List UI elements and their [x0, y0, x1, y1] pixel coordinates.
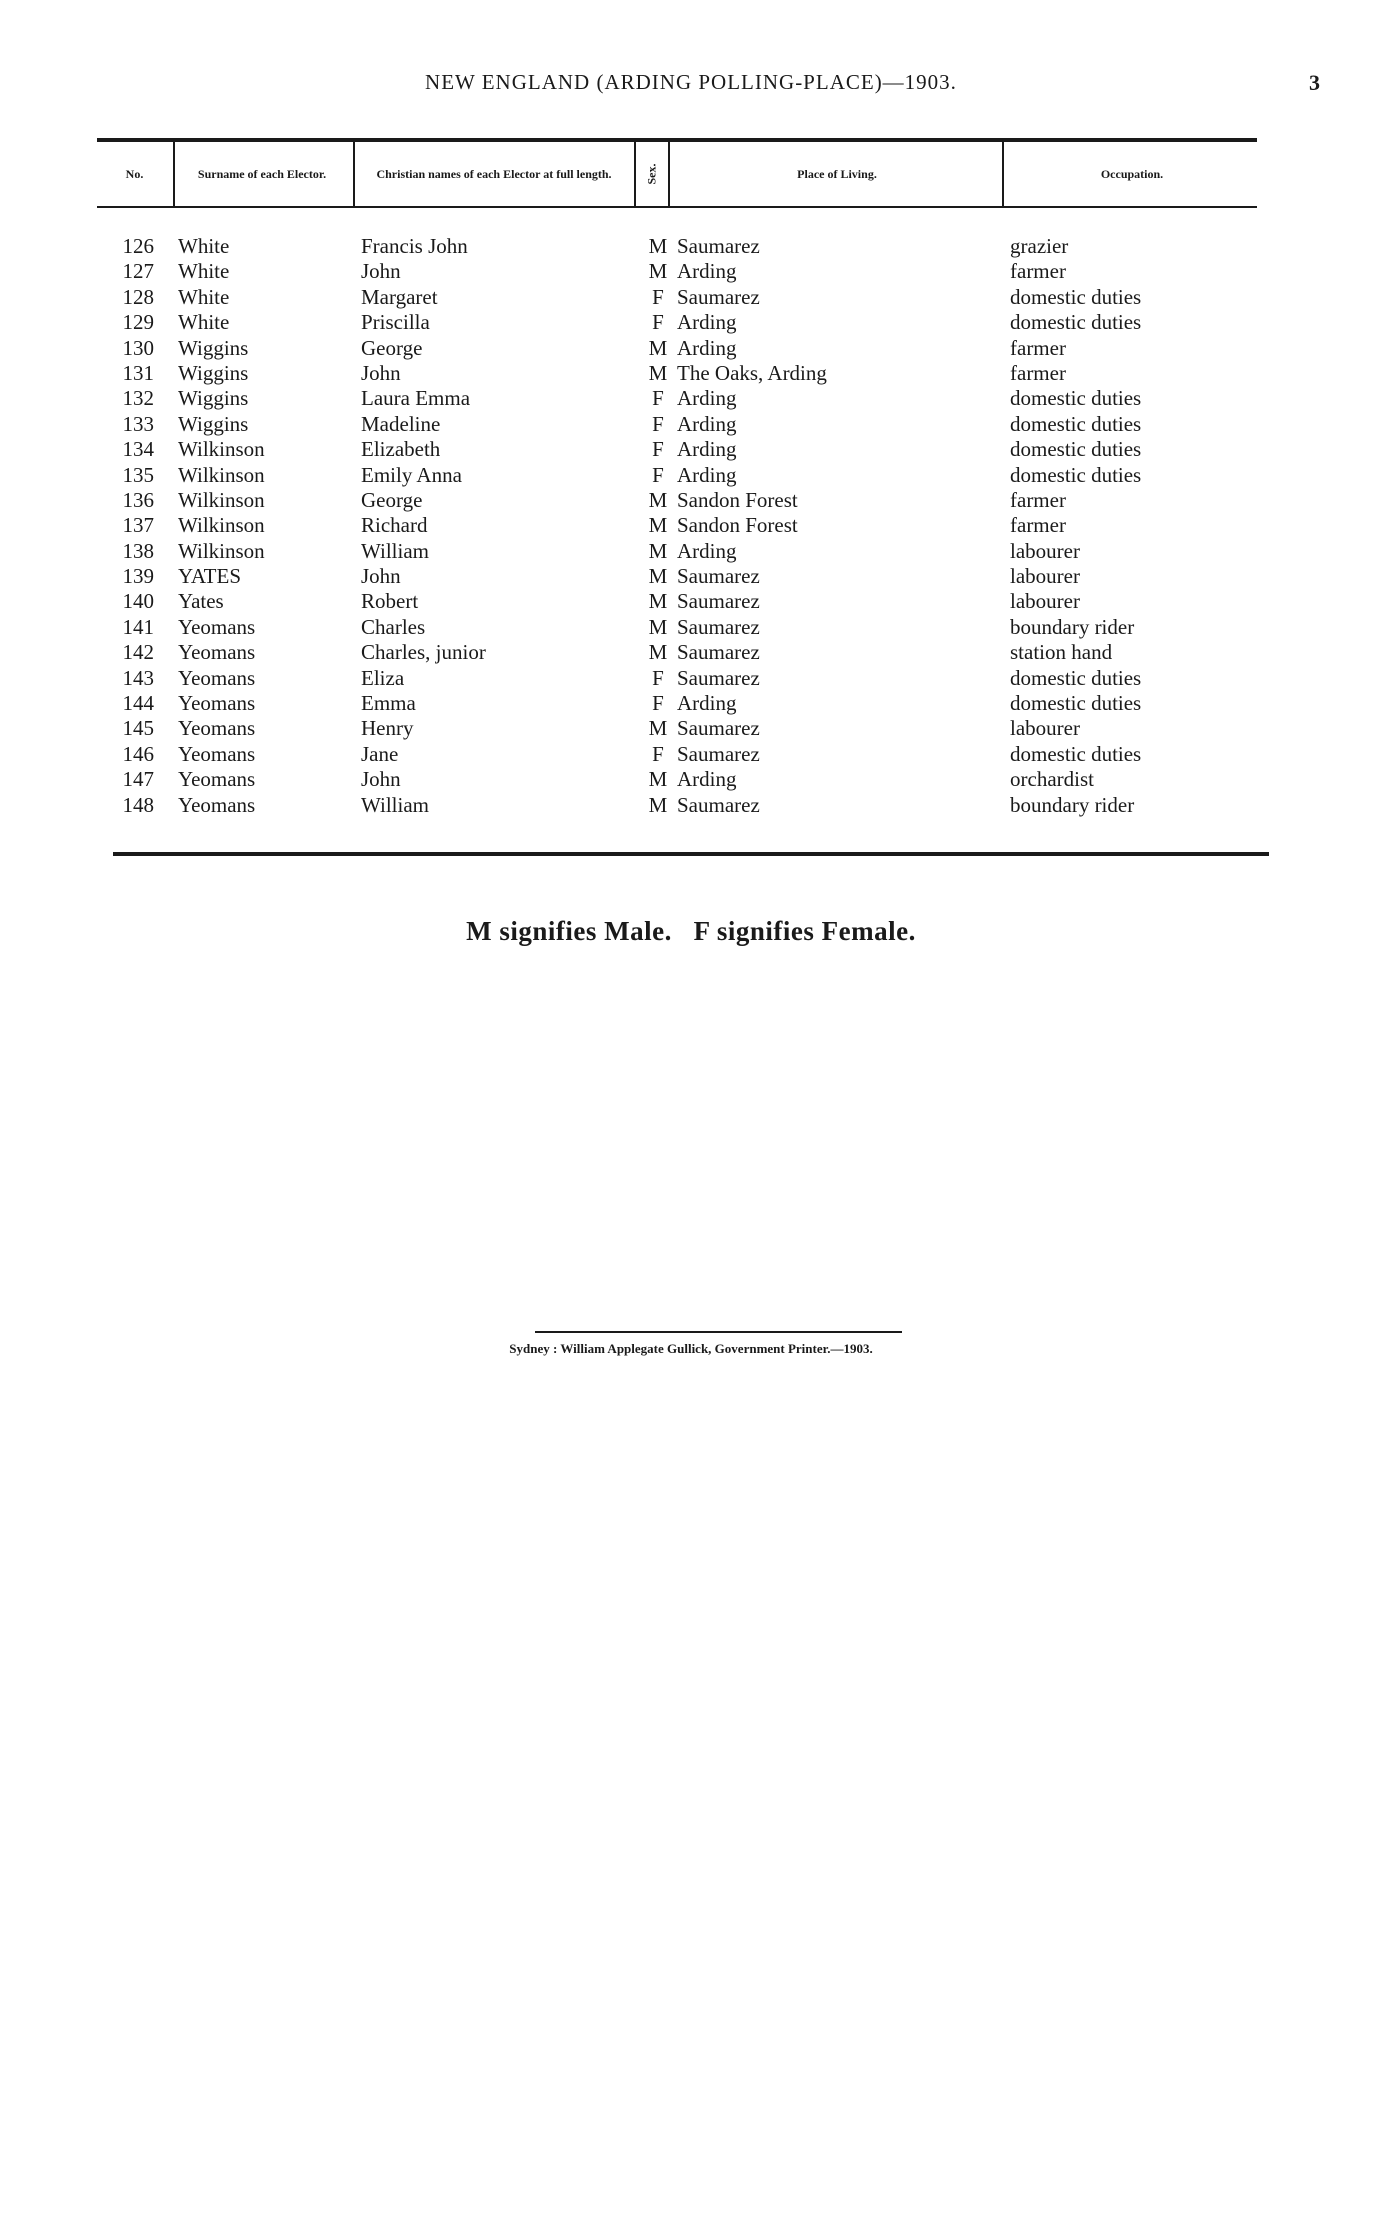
- elector-christian-names: John: [361, 360, 401, 385]
- elector-place: Sandon Forest: [677, 513, 798, 538]
- elector-occupation: farmer: [1010, 360, 1066, 385]
- elector-number: 131: [122, 360, 154, 385]
- table-row: [0, 463, 1382, 488]
- elector-number: 144: [122, 691, 154, 716]
- table-row: [0, 488, 1382, 513]
- elector-place: Arding: [677, 538, 737, 563]
- elector-sex: M: [648, 792, 668, 817]
- elector-christian-names: John: [361, 564, 401, 589]
- elector-sex: M: [648, 335, 668, 360]
- elector-number: 139: [122, 564, 154, 589]
- elector-occupation: boundary rider: [1010, 614, 1135, 639]
- elector-place: Saumarez: [677, 792, 760, 817]
- elector-surname: Wilkinson: [178, 437, 265, 462]
- elector-sex: M: [648, 513, 668, 538]
- elector-surname: Yeomans: [178, 691, 256, 716]
- column-divider: [353, 142, 355, 206]
- elector-number: 136: [122, 487, 154, 512]
- header-no: No.: [125, 167, 144, 181]
- table-row: [0, 589, 1382, 614]
- table-row: [0, 691, 1382, 716]
- table-row: [0, 361, 1382, 386]
- elector-christian-names: Madeline: [361, 411, 441, 436]
- elector-christian-names: John: [361, 767, 401, 792]
- elector-surname: Wilkinson: [178, 538, 265, 563]
- elector-christian-names: Jane: [361, 741, 399, 766]
- elector-surname: Wilkinson: [178, 462, 265, 487]
- elector-place: Saumarez: [677, 716, 760, 741]
- table-row: [0, 666, 1382, 691]
- elector-number: 134: [122, 437, 154, 462]
- elector-number: 141: [122, 614, 154, 639]
- elector-occupation: domestic duties: [1010, 411, 1142, 436]
- table-row: [0, 285, 1382, 310]
- elector-christian-names: Henry: [361, 716, 414, 741]
- elector-occupation: labourer: [1010, 564, 1080, 589]
- elector-sex: F: [652, 665, 664, 690]
- elector-sex: M: [648, 589, 668, 614]
- elector-occupation: domestic duties: [1010, 665, 1142, 690]
- elector-list: [0, 234, 1382, 818]
- header-christian-names: Christian names of each Elector at full length.: [376, 167, 612, 181]
- elector-sex: M: [648, 360, 668, 385]
- elector-sex: M: [648, 767, 668, 792]
- elector-occupation: farmer: [1010, 259, 1066, 284]
- elector-surname: Wilkinson: [178, 487, 265, 512]
- elector-christian-names: Charles, junior: [361, 640, 486, 665]
- elector-surname: White: [178, 259, 230, 284]
- elector-place: Arding: [677, 335, 737, 360]
- column-divider: [634, 142, 636, 206]
- elector-number: 148: [122, 792, 154, 817]
- elector-number: 133: [122, 411, 154, 436]
- elector-sex: F: [652, 741, 664, 766]
- table-row: [0, 564, 1382, 589]
- elector-christian-names: Laura Emma: [361, 386, 471, 411]
- elector-sex: F: [652, 310, 664, 335]
- elector-surname: Wiggins: [178, 335, 249, 360]
- elector-number: 140: [122, 589, 154, 614]
- elector-surname: White: [178, 310, 230, 335]
- header-sex: [637, 142, 665, 206]
- elector-surname: Yeomans: [178, 716, 256, 741]
- elector-number: 127: [122, 259, 154, 284]
- table-row: [0, 742, 1382, 767]
- elector-occupation: domestic duties: [1010, 310, 1142, 335]
- elector-number: 130: [122, 335, 154, 360]
- elector-surname: Yeomans: [178, 640, 256, 665]
- elector-place: Saumarez: [677, 284, 760, 309]
- elector-place: Arding: [677, 437, 737, 462]
- elector-surname: Wiggins: [178, 360, 249, 385]
- table-row: [0, 615, 1382, 640]
- elector-surname: Yeomans: [178, 614, 256, 639]
- table-row: [0, 259, 1382, 284]
- elector-christian-names: John: [361, 259, 401, 284]
- elector-christian-names: Charles: [361, 614, 426, 639]
- table-row: [0, 539, 1382, 564]
- elector-christian-names: Eliza: [361, 665, 405, 690]
- page-title: NEW ENGLAND (ARDING POLLING-PLACE)—1903.: [425, 70, 957, 94]
- table-row: [0, 310, 1382, 335]
- page-number: 3: [1309, 70, 1320, 95]
- column-divider: [173, 142, 175, 206]
- elector-sex: M: [648, 487, 668, 512]
- elector-number: 145: [122, 716, 154, 741]
- printer-imprint: Sydney : William Applegate Gullick, Government Printer.—1903.: [509, 1341, 873, 1356]
- header-occupation: Occupation.: [1100, 167, 1164, 181]
- footer-rule: [535, 1331, 902, 1333]
- elector-surname: YATES: [178, 564, 242, 589]
- elector-number: 128: [122, 284, 154, 309]
- elector-number: 129: [122, 310, 154, 335]
- table-row: [0, 234, 1382, 259]
- elector-place: Arding: [677, 259, 737, 284]
- elector-place: Saumarez: [677, 564, 760, 589]
- table-row: [0, 640, 1382, 665]
- elector-place: Saumarez: [677, 589, 760, 614]
- elector-sex: M: [648, 614, 668, 639]
- elector-sex: F: [652, 411, 664, 436]
- elector-sex: F: [652, 437, 664, 462]
- elector-place: Saumarez: [677, 234, 760, 258]
- elector-number: 143: [122, 665, 154, 690]
- elector-christian-names: George: [361, 335, 423, 360]
- elector-occupation: grazier: [1010, 234, 1069, 258]
- table-row: [0, 513, 1382, 538]
- table-row: [0, 767, 1382, 792]
- elector-christian-names: Elizabeth: [361, 437, 441, 462]
- sex-legend: M signifies Male. F signifies Female.: [466, 916, 916, 946]
- elector-christian-names: Emma: [361, 691, 416, 716]
- elector-occupation: farmer: [1010, 335, 1066, 360]
- elector-christian-names: Margaret: [361, 284, 438, 309]
- elector-place: Arding: [677, 411, 737, 436]
- elector-sex: M: [648, 259, 668, 284]
- elector-surname: Wilkinson: [178, 513, 265, 538]
- elector-occupation: domestic duties: [1010, 437, 1142, 462]
- table-row: [0, 437, 1382, 462]
- elector-place: Arding: [677, 310, 737, 335]
- elector-surname: Yeomans: [178, 767, 256, 792]
- elector-place: Saumarez: [677, 640, 760, 665]
- elector-number: 132: [122, 386, 154, 411]
- header-sex-label: Sex.: [644, 163, 658, 185]
- elector-number: 137: [122, 513, 154, 538]
- elector-place: Saumarez: [677, 665, 760, 690]
- elector-place: Arding: [677, 462, 737, 487]
- elector-christian-names: George: [361, 487, 423, 512]
- elector-sex: M: [648, 538, 668, 563]
- elector-sex: F: [652, 462, 664, 487]
- elector-place: Saumarez: [677, 614, 760, 639]
- elector-surname: Wiggins: [178, 386, 249, 411]
- elector-surname: White: [178, 284, 230, 309]
- elector-surname: Wiggins: [178, 411, 249, 436]
- elector-occupation: domestic duties: [1010, 462, 1142, 487]
- elector-christian-names: Emily Anna: [361, 462, 462, 487]
- elector-surname: Yeomans: [178, 665, 256, 690]
- column-divider: [668, 142, 670, 206]
- elector-occupation: labourer: [1010, 716, 1080, 741]
- elector-number: 142: [122, 640, 154, 665]
- elector-christian-names: Priscilla: [361, 310, 430, 335]
- elector-surname: White: [178, 234, 230, 258]
- elector-place: Arding: [677, 691, 737, 716]
- column-divider: [1002, 142, 1004, 206]
- elector-surname: Yeomans: [178, 741, 256, 766]
- elector-christian-names: Francis John: [361, 234, 468, 258]
- elector-sex: M: [648, 564, 668, 589]
- elector-sex: F: [652, 386, 664, 411]
- elector-number: 135: [122, 462, 154, 487]
- elector-sex: M: [648, 640, 668, 665]
- elector-occupation: farmer: [1010, 487, 1066, 512]
- elector-number: 147: [122, 767, 154, 792]
- elector-christian-names: Richard: [361, 513, 428, 538]
- table-header: [97, 142, 1257, 206]
- table-bottom-rule: [113, 852, 1269, 856]
- table-row: [0, 793, 1382, 818]
- elector-surname: Yates: [178, 589, 224, 614]
- elector-christian-names: William: [361, 792, 429, 817]
- elector-number: 146: [122, 741, 154, 766]
- elector-number: 126: [122, 234, 154, 258]
- elector-occupation: boundary rider: [1010, 792, 1135, 817]
- header-bottom-rule: [97, 206, 1257, 208]
- elector-place: Arding: [677, 767, 737, 792]
- elector-occupation: orchardist: [1010, 767, 1094, 792]
- elector-occupation: domestic duties: [1010, 386, 1142, 411]
- elector-occupation: farmer: [1010, 513, 1066, 538]
- elector-place: The Oaks, Arding: [677, 360, 827, 385]
- elector-number: 138: [122, 538, 154, 563]
- elector-sex: F: [652, 691, 664, 716]
- elector-place: Saumarez: [677, 741, 760, 766]
- elector-occupation: domestic duties: [1010, 691, 1142, 716]
- table-row: [0, 716, 1382, 741]
- header-surname: Surname of each Elector.: [197, 167, 327, 181]
- table-row: [0, 336, 1382, 361]
- header-place-of-living: Place of Living.: [797, 167, 877, 181]
- table-row: [0, 386, 1382, 411]
- elector-christian-names: William: [361, 538, 429, 563]
- elector-place: Sandon Forest: [677, 487, 798, 512]
- elector-sex: F: [652, 284, 664, 309]
- elector-christian-names: Robert: [361, 589, 419, 614]
- elector-place: Arding: [677, 386, 737, 411]
- elector-occupation: labourer: [1010, 538, 1080, 563]
- elector-occupation: domestic duties: [1010, 741, 1142, 766]
- table-row: [0, 412, 1382, 437]
- elector-sex: M: [648, 716, 668, 741]
- elector-sex: M: [648, 234, 668, 258]
- elector-surname: Yeomans: [178, 792, 256, 817]
- elector-occupation: station hand: [1010, 640, 1113, 665]
- elector-occupation: domestic duties: [1010, 284, 1142, 309]
- elector-occupation: labourer: [1010, 589, 1080, 614]
